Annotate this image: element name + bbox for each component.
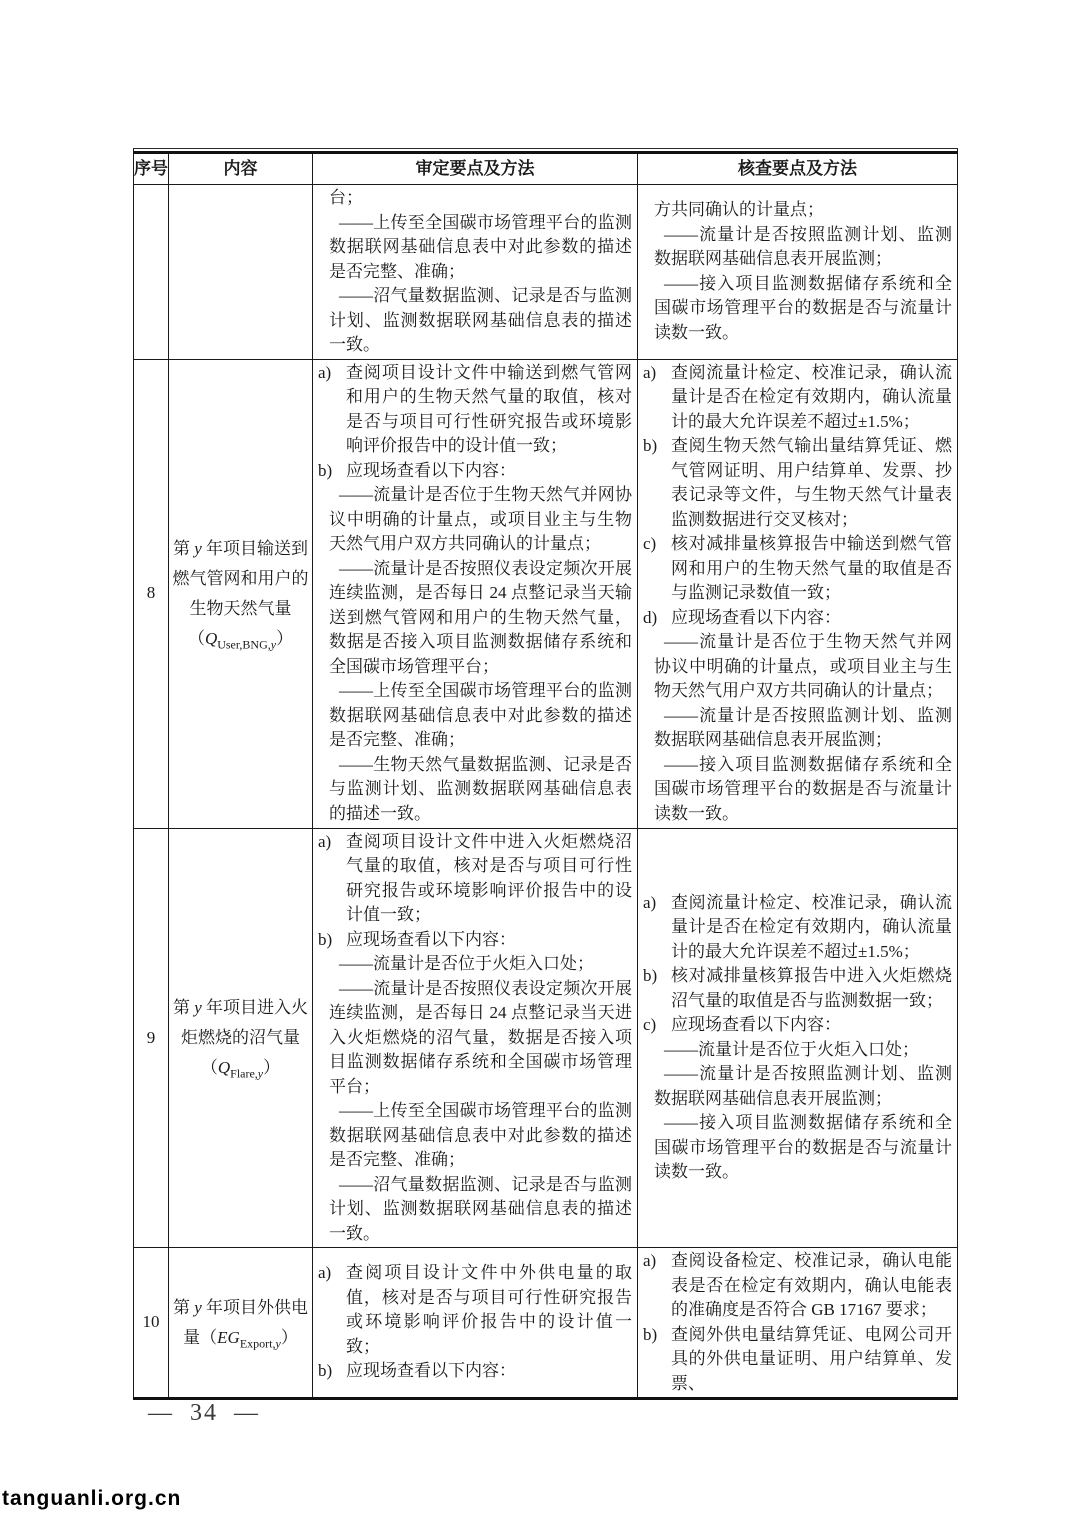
audit-points-cell [313, 1248, 638, 1397]
point-marker: c) [643, 534, 657, 554]
dash-paragraph: ——流量计是否位于生物天然气并网协议中明确的计量点，或项目业主与生物天然气用户双方共同确认的计量点； [654, 632, 952, 701]
parameter-line: $(Q_{Flare,y})$ [200, 1057, 281, 1081]
header-serial-number: 序号 [134, 154, 169, 184]
point-item [641, 361, 952, 435]
row-number-cell: 10 [134, 1248, 169, 1397]
row-number-cell [134, 185, 169, 359]
point-item [316, 1261, 632, 1359]
cell-content [641, 891, 952, 1185]
dash-paragraph: ——流量计是否位于火炬入口处； [664, 1039, 919, 1059]
point-marker: a) [318, 1263, 332, 1283]
table-row [134, 359, 957, 828]
header-content: 内容 [169, 154, 313, 184]
parameter-label [173, 534, 309, 654]
row-number-cell: 8 [134, 360, 169, 828]
table-row [134, 828, 957, 1248]
audit-points-cell [313, 360, 638, 828]
point-text: 查阅流量计检定、校准记录，确认流量计是否在检定有效期内，确认流量计的最大允许误差不超过±1.5%； [671, 362, 952, 431]
row-content-cell [169, 360, 313, 828]
point-text: 应现场查看以下内容： [346, 460, 516, 480]
dash-paragraph: ——上传至全国碳市场管理平台的监测数据联网基础信息表中对此参数的描述是否完整、准确； [329, 212, 632, 281]
table-row [134, 184, 957, 359]
point-text: 应现场查看以下内容： [671, 1015, 841, 1035]
parameter-line: $(Q_{User,BNG,y})$ [187, 628, 294, 651]
verify-points-cell [638, 829, 957, 1248]
point-text: 核对减排量核算报告中输送到燃气管网和用户的生物天然气量的取值是否与监测记录数值一致； [671, 534, 952, 603]
parameter-line: 量$(EG_{Export,y})$ [183, 1327, 298, 1350]
point-item [641, 606, 952, 631]
cell-content [316, 830, 632, 1247]
verify-points-cell [638, 1248, 957, 1397]
dash-paragraph: ——沼气量数据监测、记录是否与监测计划、监测数据联网基础信息表的描述一致。 [329, 286, 632, 354]
point-text: 查阅项目设计文件中外供电量的取值，核对是否与项目可行性研究报告或环境影响评价报告中的设计值一致； [346, 1263, 632, 1356]
dash-paragraph: ——流量计是否按照监测计划、监测数据联网基础信息表开展监测； [654, 1064, 952, 1108]
point-item [641, 891, 952, 965]
dash-paragraph: ——生物天然气量数据监测、记录是否与监测计划、监测数据联网基础信息表的描述一致。 [329, 754, 632, 823]
parameter-line: 第 y 年项目进入火 [172, 997, 309, 1017]
point-marker: a) [318, 831, 332, 851]
parameter-line: 第 y 年项目输送到 [172, 538, 309, 558]
page-number: — 34 — [148, 1400, 260, 1426]
point-text: 查阅生物天然气输出量结算凭证、燃气管网证明、用户结算单、发票、抄表记录等文件，与生物天然气计量表监测数据进行交叉核对； [671, 436, 952, 529]
dash-paragraph: ——接入项目监测数据储存系统和全国碳市场管理平台的数据是否与流量计读数一致。 [654, 754, 952, 823]
point-item [641, 1013, 952, 1038]
dash-paragraph: ——流量计是否按照监测计划、监测数据联网基础信息表开展监测； [654, 224, 952, 269]
table-header-row [134, 154, 957, 184]
point-text: 查阅流量计检定、校准记录，确认流量计是否在检定有效期内，确认流量计的最大允许误差不超过±1.5%； [671, 892, 952, 961]
dash-paragraph: ——接入项目监测数据储存系统和全国碳市场管理平台的数据是否与流量计读数一致。 [654, 1113, 952, 1182]
point-marker: a) [318, 362, 332, 382]
point-text: 查阅设备检定、校准记录，确认电能表是否在检定有效期内，确认电能表的准确度是否符合 GB 17167 要求； [671, 1251, 952, 1319]
parameter-line: 炬燃烧的沼气量 [180, 1027, 300, 1047]
parameter-line: 燃气管网和用户的 [172, 568, 309, 588]
point-text: 查阅项目设计文件中输送到燃气管网和用户的生物天然气量的取值，核对是否与项目可行性研究报告或环境影响评价报告中的设计值一致； [346, 362, 632, 456]
point-text: 查阅外供电量结算凭证、电网公司开具的外供电量证明、用户结算单、发票、 [671, 1324, 952, 1393]
parameter-label [173, 1293, 308, 1353]
row-content-cell [169, 829, 313, 1248]
dash-paragraph: ——流量计是否位于生物天然气并网协议中明确的计量点，或项目业主与生物天然气用户双方共同确认的计量点； [329, 485, 632, 554]
dash-paragraph: ——上传至全国碳市场管理平台的监测数据联网基础信息表中对此参数的描述是否完整、准确； [329, 1101, 632, 1169]
point-marker: b) [643, 1324, 658, 1344]
cell-content [316, 186, 632, 358]
watermark-text: tanguanli.org.cn [2, 1487, 182, 1510]
dash-paragraph: ——流量计是否按照仪表设定频次开展连续监测，是否每日 24 点整记录当天输送到燃气管网和用户的生物天然气量，数据是否接入项目监测数据储存系统和全国碳市场管理平台； [329, 558, 632, 676]
point-item [316, 1359, 632, 1384]
dash-paragraph: ——流量计是否按照监测计划、监测数据联网基础信息表开展监测； [654, 705, 952, 750]
dash-paragraph: ——沼气量数据监测、记录是否与监测计划、监测数据联网基础信息表的描述一致。 [329, 1174, 632, 1243]
table-row [134, 1247, 957, 1397]
point-item [316, 928, 632, 953]
point-marker: c) [643, 1015, 657, 1035]
point-marker: b) [318, 460, 333, 480]
header-audit-points: 审定要点及方法 [313, 154, 638, 184]
dash-paragraph: ——流量计是否按照仪表设定频次开展连续监测，是否每日 24 点整记录当天进入火炬燃烧的沼气量，数据是否接入项目监测数据储存系统和全国碳市场管理平台； [329, 978, 632, 1096]
point-item [641, 1249, 952, 1323]
review-points-table [133, 148, 958, 1400]
point-marker: a) [643, 892, 657, 912]
cell-content [316, 1261, 632, 1384]
table-body [134, 184, 957, 1397]
point-marker: d) [643, 607, 658, 627]
cell-content [316, 361, 632, 827]
verify-points-cell [638, 185, 957, 359]
header-verify-points: 核查要点及方法 [738, 159, 857, 178]
cell-content [641, 1249, 952, 1396]
row-number-cell: 9 [134, 829, 169, 1248]
verify-points-cell [638, 360, 957, 828]
row-content-cell [169, 185, 313, 359]
cell-content [641, 198, 952, 345]
dash-paragraph: ——上传至全国碳市场管理平台的监测数据联网基础信息表中对此参数的描述是否完整、准确； [329, 681, 632, 750]
parameter-line: 生物天然气量 [189, 598, 292, 618]
point-marker: b) [643, 436, 658, 456]
parameter-line: 第 y 年项目外供电 [172, 1297, 309, 1317]
dash-paragraph: ——接入项目监测数据储存系统和全国碳市场管理平台的数据是否与流量计读数一致。 [654, 273, 952, 342]
point-item [641, 434, 952, 532]
audit-points-cell [313, 829, 638, 1248]
point-item [641, 532, 952, 606]
row-content-cell [169, 1248, 313, 1397]
point-text: 应现场查看以下内容： [346, 1361, 516, 1381]
point-item [316, 459, 632, 484]
point-marker: a) [643, 362, 657, 382]
parameter-label [173, 993, 308, 1083]
point-item [316, 361, 632, 459]
point-text: 应现场查看以下内容： [671, 607, 841, 627]
audit-points-cell [313, 185, 638, 359]
point-item [641, 964, 952, 1013]
point-item [316, 830, 632, 928]
continuation-paragraph: 台； [329, 188, 363, 207]
point-marker: b) [318, 1361, 333, 1381]
point-item [641, 1323, 952, 1397]
point-text: 核对减排量核算报告中进入火炬燃烧沼气量的取值是否与监测数据一致； [671, 966, 952, 1010]
point-marker: b) [643, 966, 658, 986]
cell-content [641, 361, 952, 827]
point-text: 查阅项目设计文件中进入火炬燃烧沼气量的取值，核对是否与项目可行性研究报告或环境影响评价报告中的设计值一致； [346, 831, 632, 924]
point-marker: a) [643, 1251, 657, 1270]
point-text: 应现场查看以下内容： [346, 929, 516, 949]
point-marker: b) [318, 929, 333, 949]
dash-paragraph: ——流量计是否位于火炬入口处； [339, 954, 594, 973]
continuation-paragraph: 方共同确认的计量点； [654, 200, 824, 220]
